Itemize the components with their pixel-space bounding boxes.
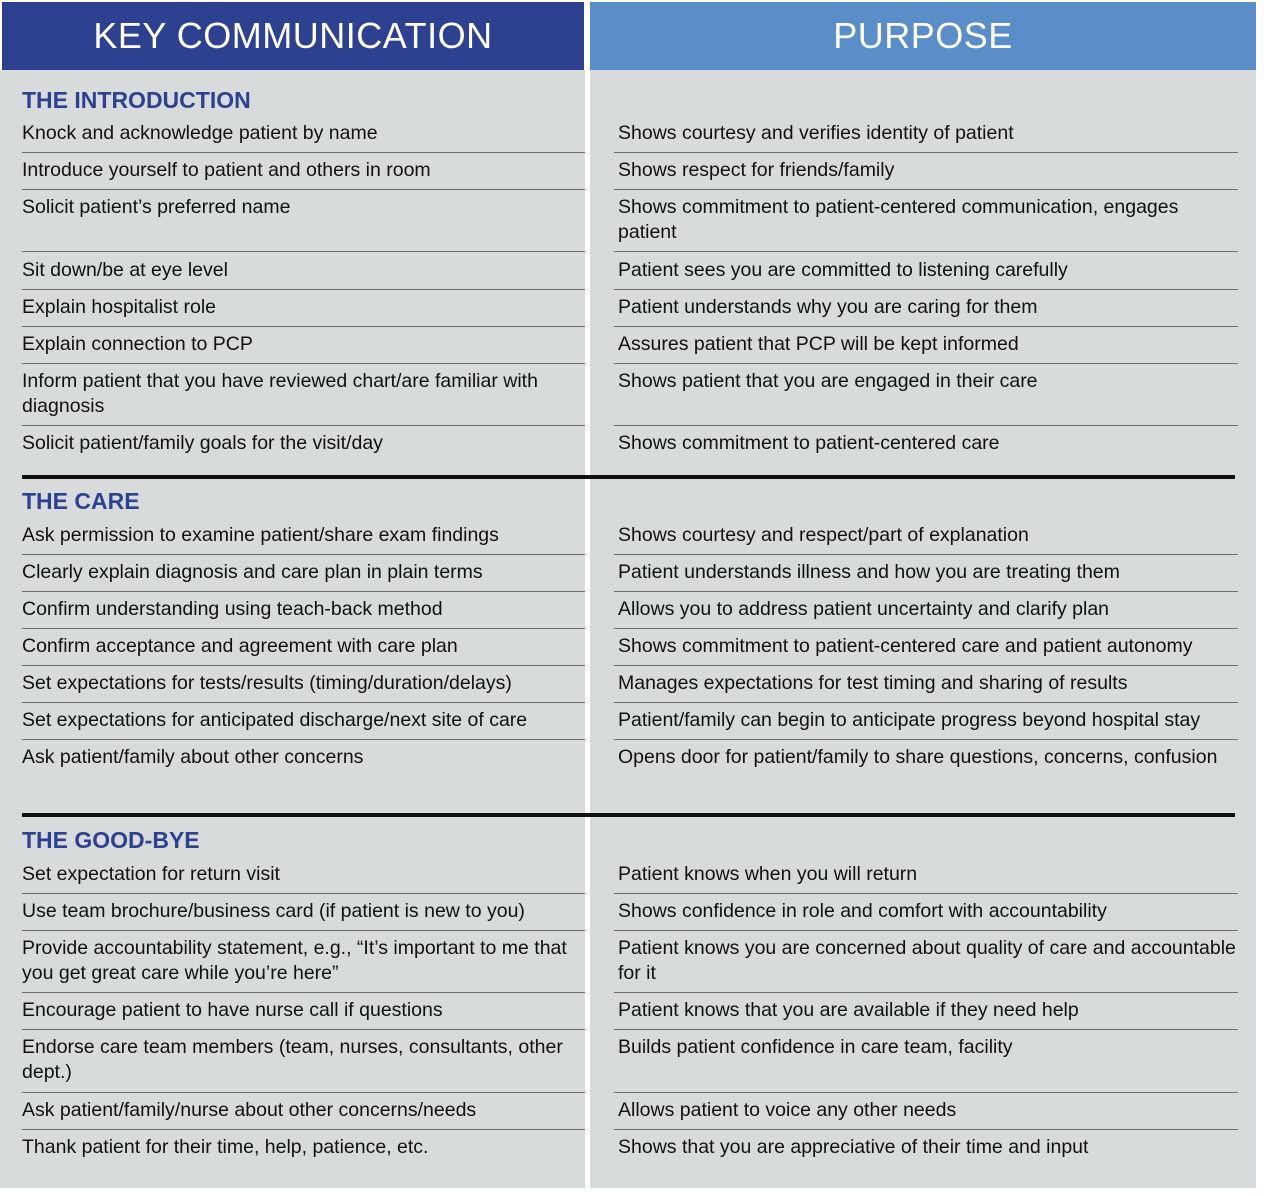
row-divider	[22, 425, 585, 426]
communication-cell: Encourage patient to have nurse call if questions	[22, 999, 443, 1021]
purpose-cell: Patient knows that you are available if they need help	[618, 999, 1079, 1021]
communication-cell: Set expectations for anticipated discharge/next site of care	[22, 709, 528, 731]
purpose-cell: Patient sees you are committed to listening carefully	[618, 259, 1068, 281]
row-divider	[614, 289, 1238, 290]
row-divider	[614, 739, 1238, 740]
communication-cell: Ask patient/family/nurse about other concerns/needs	[22, 1099, 477, 1121]
row-divider	[22, 930, 585, 931]
row-divider	[22, 992, 585, 993]
section-title-introduction: THE INTRODUCTION	[22, 87, 251, 113]
row-divider	[614, 251, 1238, 252]
row-divider	[614, 1092, 1238, 1093]
row-divider	[614, 1029, 1238, 1030]
row-divider	[22, 289, 585, 290]
row-divider	[614, 152, 1238, 153]
communication-cell: Thank patient for their time, help, patience, etc.	[22, 1136, 429, 1158]
row-divider	[614, 363, 1238, 364]
communication-cell: Set expectation for return visit	[22, 863, 280, 885]
row-divider	[614, 425, 1238, 426]
communication-cell: Use team brochure/business card (if patient is new to you)	[22, 900, 525, 922]
row-divider	[22, 591, 585, 592]
purpose-cell: Builds patient confidence in care team, facility	[618, 1036, 1013, 1058]
row-divider	[22, 1129, 585, 1130]
purpose-cell: Shows confidence in role and comfort with accountability	[618, 900, 1107, 922]
purpose-cell: Allows you to address patient uncertainty and clarify plan	[618, 598, 1110, 620]
row-divider	[614, 893, 1238, 894]
purpose-cell: Manages expectations for test timing and sharing of results	[618, 672, 1128, 694]
row-divider	[22, 628, 585, 629]
purpose-cell: Assures patient that PCP will be kept informed	[618, 333, 1019, 355]
row-divider	[22, 893, 585, 894]
communication-cell: Provide accountability statement, e.g., “It’s important to me that you get great care while you’re here”	[22, 937, 567, 984]
row-divider	[614, 702, 1238, 703]
communication-cell: Ask patient/family about other concerns	[22, 746, 364, 768]
communication-cell: Knock and acknowledge patient by name	[22, 122, 378, 144]
row-divider	[614, 992, 1238, 993]
communication-cell: Introduce yourself to patient and others in room	[22, 159, 431, 181]
row-divider	[22, 665, 585, 666]
communication-cell: Explain hospitalist role	[22, 296, 217, 318]
communication-cell: Inform patient that you have reviewed chart/are familiar with diagnosis	[22, 370, 538, 417]
purpose-cell: Shows patient that you are engaged in their care	[618, 370, 1038, 392]
row-divider	[614, 189, 1238, 190]
row-divider	[22, 363, 585, 364]
section-divider	[22, 475, 1235, 479]
purpose-cell: Shows respect for friends/family	[618, 159, 895, 181]
communication-cell: Explain connection to PCP	[22, 333, 253, 355]
communication-cell: Solicit patient’s preferred name	[22, 196, 291, 218]
purpose-cell: Shows commitment to patient-centered care and patient autonomy	[618, 635, 1193, 657]
key-communication-header: KEY COMMUNICATION	[2, 2, 584, 70]
purpose-cell: Patient knows when you will return	[618, 863, 918, 885]
purpose-cell: Opens door for patient/family to share questions, concerns, confusion	[618, 746, 1218, 768]
row-divider	[22, 251, 585, 252]
purpose-cell: Shows commitment to patient-centered communication, engages patient	[618, 196, 1179, 243]
row-divider	[614, 665, 1238, 666]
communication-cell: Clearly explain diagnosis and care plan in plain terms	[22, 561, 483, 583]
row-divider	[22, 1029, 585, 1030]
row-divider	[22, 326, 585, 327]
purpose-cell: Patient understands why you are caring for them	[618, 296, 1038, 318]
purpose-cell: Allows patient to voice any other needs	[618, 1099, 957, 1121]
row-divider	[614, 326, 1238, 327]
section-title-care: THE CARE	[22, 488, 140, 514]
communication-cell: Sit down/be at eye level	[22, 259, 228, 281]
purpose-cell: Shows commitment to patient-centered care	[618, 432, 1000, 454]
purpose-cell: Shows courtesy and verifies identity of patient	[618, 122, 1014, 144]
purpose-cell: Patient/family can begin to anticipate progress beyond hospital stay	[618, 709, 1201, 731]
communication-cell: Endorse care team members (team, nurses, consultants, other dept.)	[22, 1036, 563, 1083]
purpose-cell: Patient knows you are concerned about quality of care and accountable for it	[618, 937, 1236, 984]
communication-cell: Confirm understanding using teach-back method	[22, 598, 443, 620]
row-divider	[22, 702, 585, 703]
row-divider	[614, 930, 1238, 931]
row-divider	[22, 152, 585, 153]
row-divider	[614, 1129, 1238, 1130]
purpose-cell: Shows that you are appreciative of their time and input	[618, 1136, 1089, 1158]
row-divider	[22, 1092, 585, 1093]
row-divider	[614, 628, 1238, 629]
row-divider	[22, 554, 585, 555]
communication-cell: Confirm acceptance and agreement with care plan	[22, 635, 458, 657]
row-divider	[614, 591, 1238, 592]
section-divider	[22, 813, 1235, 817]
purpose-header: PURPOSE	[590, 2, 1256, 70]
row-divider	[22, 739, 585, 740]
purpose-cell: Shows courtesy and respect/part of explanation	[618, 524, 1029, 546]
row-divider	[614, 554, 1238, 555]
communication-cell: Solicit patient/family goals for the visit/day	[22, 432, 383, 454]
communication-cell: Set expectations for tests/results (timing/duration/delays)	[22, 672, 512, 694]
row-divider	[22, 189, 585, 190]
purpose-cell: Patient understands illness and how you are treating them	[618, 561, 1120, 583]
section-title-good-bye: THE GOOD-BYE	[22, 827, 200, 853]
communication-cell: Ask permission to examine patient/share exam findings	[22, 524, 499, 546]
